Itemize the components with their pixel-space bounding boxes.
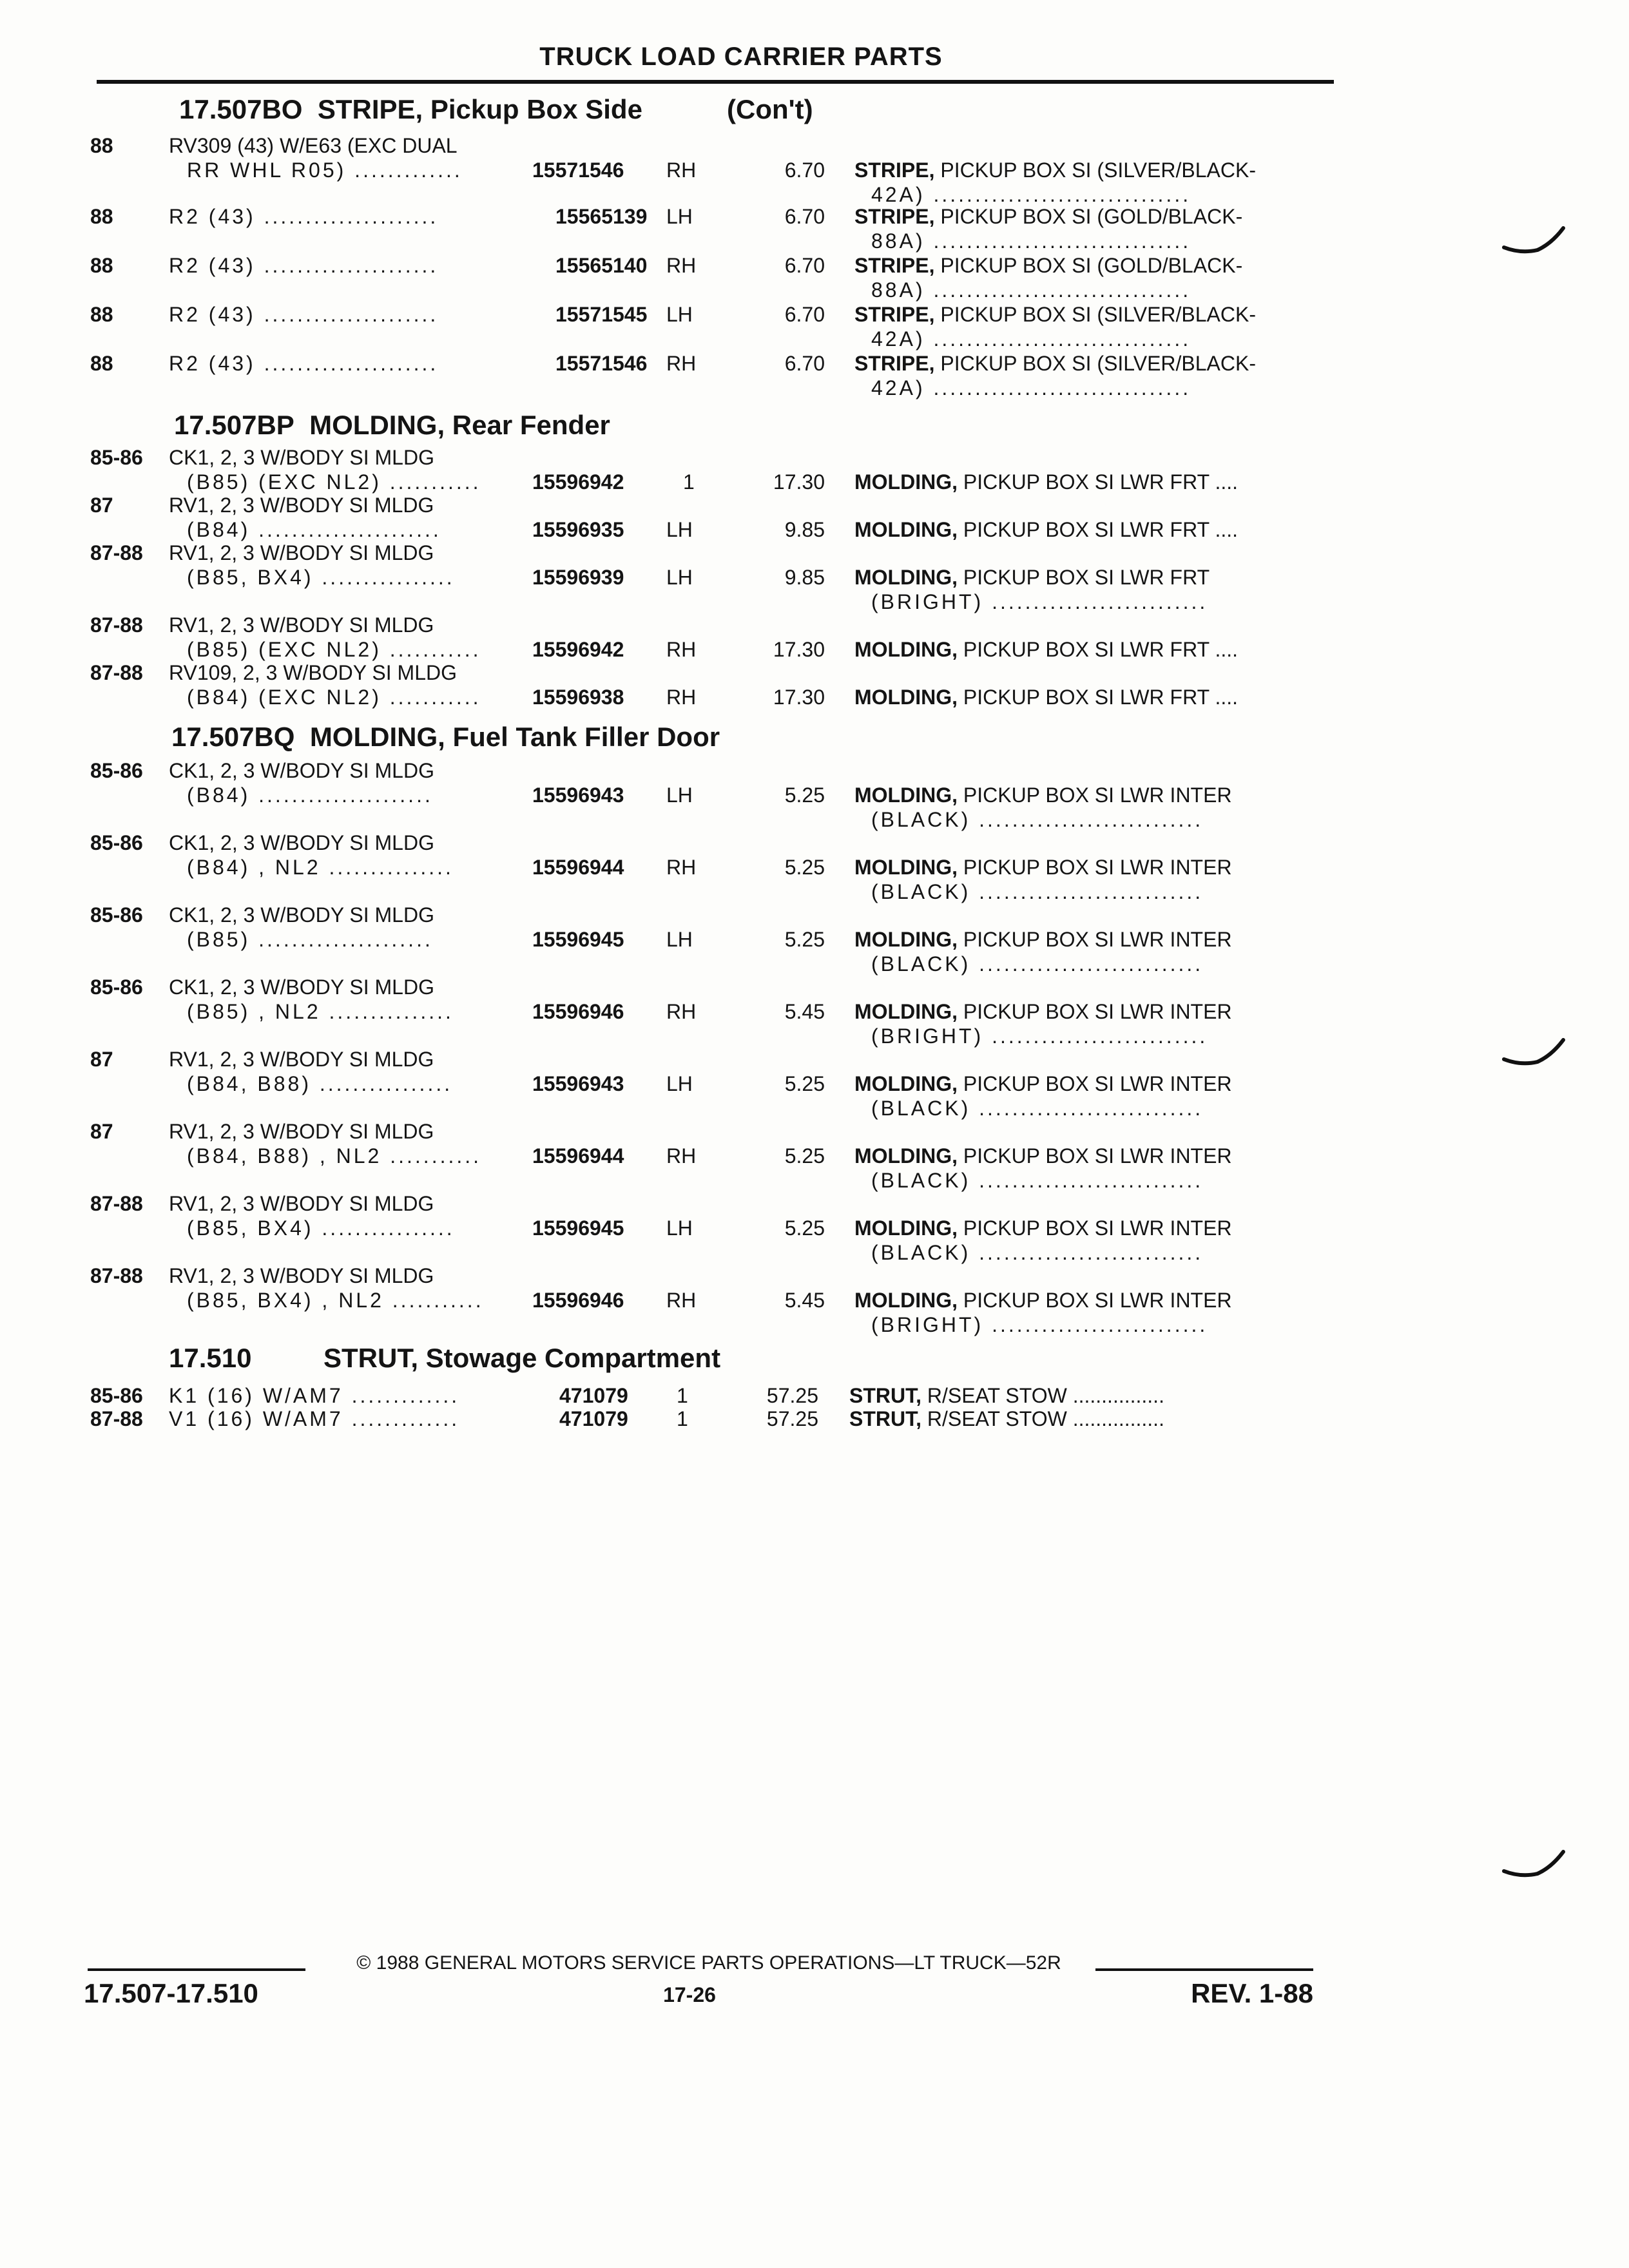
part-number: 15596945 bbox=[532, 928, 624, 951]
part-name bbox=[854, 470, 1318, 494]
price: 5.25 bbox=[784, 928, 825, 951]
part-name bbox=[854, 159, 1318, 182]
section-heading bbox=[179, 94, 813, 125]
part-name bbox=[854, 205, 1318, 229]
part-number: 15596938 bbox=[532, 686, 624, 709]
price: 9.85 bbox=[784, 518, 825, 541]
list-item bbox=[0, 1048, 1629, 1120]
section-number: 17.507BO bbox=[179, 94, 303, 124]
section-range: 17.507-17.510 bbox=[84, 1978, 258, 2008]
part-name-rest: PICKUP BOX SI LWR FRT .... bbox=[957, 686, 1239, 709]
application-line-2: (B85, BX4) ................ bbox=[187, 1216, 455, 1240]
part-name-line-2: (BLACK) ........................... bbox=[871, 1241, 1204, 1264]
side-qty: RH bbox=[666, 159, 697, 182]
list-item bbox=[0, 759, 1629, 831]
side-qty: LH bbox=[666, 1072, 693, 1095]
application-line-2: (B85) ..................... bbox=[187, 928, 433, 951]
application-line-2: (B85) (EXC NL2) ........... bbox=[187, 638, 481, 661]
application-line-1: CK1, 2, 3 W/BODY SI MLDG bbox=[169, 903, 434, 927]
side-qty: RH bbox=[666, 638, 697, 661]
checkmark-icon bbox=[1501, 1849, 1566, 1888]
part-number: 15596942 bbox=[532, 638, 624, 661]
section-number: 17.507BQ bbox=[171, 722, 295, 752]
price: 5.45 bbox=[784, 1289, 825, 1312]
price: 6.70 bbox=[784, 303, 825, 326]
model-year: 85-86 bbox=[90, 831, 143, 854]
part-name-keyword: MOLDING, bbox=[854, 928, 958, 951]
part-number: 15565140 bbox=[555, 254, 648, 277]
list-item bbox=[0, 494, 1629, 543]
part-name-line-2: (BRIGHT) .......................... bbox=[871, 1313, 1208, 1336]
page-number: 17-26 bbox=[663, 1983, 716, 2006]
part-name bbox=[854, 1216, 1318, 1240]
part-number: 15596943 bbox=[532, 783, 624, 807]
part-name bbox=[854, 1144, 1318, 1168]
list-item bbox=[0, 446, 1629, 495]
application-line-1: K1 (16) W/AM7 ............. bbox=[169, 1384, 460, 1407]
part-name-line-2: 42A) ............................... bbox=[871, 327, 1191, 351]
part-name-keyword: MOLDING, bbox=[854, 1289, 958, 1312]
part-number: 15571545 bbox=[555, 303, 648, 326]
part-number: 15596945 bbox=[532, 1216, 624, 1240]
application-line-1: RV109, 2, 3 W/BODY SI MLDG bbox=[169, 661, 457, 684]
part-name bbox=[854, 856, 1318, 879]
side-qty: LH bbox=[666, 783, 693, 807]
application-line-1: CK1, 2, 3 W/BODY SI MLDG bbox=[169, 759, 434, 782]
part-name bbox=[849, 1384, 1313, 1408]
part-name-rest: PICKUP BOX SI LWR FRT .... bbox=[957, 470, 1239, 494]
side-qty: LH bbox=[666, 518, 693, 541]
part-number: 15596946 bbox=[532, 1000, 624, 1023]
application-line-1: V1 (16) W/AM7 ............. bbox=[169, 1407, 460, 1430]
side-qty: RH bbox=[666, 254, 697, 277]
list-item bbox=[0, 1264, 1629, 1336]
part-name-rest: PICKUP BOX SI LWR INTER bbox=[957, 1000, 1232, 1023]
part-number: 15596943 bbox=[532, 1072, 624, 1095]
part-name-rest: PICKUP BOX SI LWR FRT .... bbox=[957, 638, 1239, 661]
part-name bbox=[854, 566, 1318, 590]
page-title: TRUCK LOAD CARRIER PARTS bbox=[539, 43, 943, 71]
price: 57.25 bbox=[766, 1407, 818, 1430]
part-number: 15565139 bbox=[555, 205, 648, 228]
application-line-1: R2 (43) ..................... bbox=[169, 254, 439, 277]
part-name-line-2: (BLACK) ........................... bbox=[871, 880, 1204, 903]
list-item bbox=[0, 831, 1629, 903]
side-qty: LH bbox=[666, 1216, 693, 1240]
part-name-rest: PICKUP BOX SI LWR INTER bbox=[957, 1289, 1232, 1312]
revision-label: REV. 1-88 bbox=[1191, 1978, 1313, 2008]
side-qty: RH bbox=[666, 352, 697, 375]
part-name-line-2: (BLACK) ........................... bbox=[871, 808, 1204, 831]
part-name bbox=[854, 518, 1318, 542]
price: 5.25 bbox=[784, 1072, 825, 1095]
side-qty: RH bbox=[666, 686, 697, 709]
part-name-keyword: MOLDING, bbox=[854, 470, 958, 494]
side-qty: 1 bbox=[677, 1407, 688, 1430]
application-line-1: RV1, 2, 3 W/BODY SI MLDG bbox=[169, 613, 434, 637]
side-qty: RH bbox=[666, 1144, 697, 1168]
header-rule bbox=[97, 80, 1334, 84]
part-name-keyword: STRUT, bbox=[849, 1407, 921, 1430]
part-name-rest: PICKUP BOX SI LWR INTER bbox=[957, 856, 1232, 879]
part-name-keyword: MOLDING, bbox=[854, 518, 958, 541]
section-title: STRIPE, Pickup Box Side bbox=[317, 94, 642, 124]
part-name bbox=[854, 686, 1318, 709]
part-name-line-2: (BRIGHT) .......................... bbox=[871, 1024, 1208, 1048]
list-item bbox=[0, 1407, 1629, 1432]
part-name-rest: PICKUP BOX SI LWR INTER bbox=[957, 928, 1232, 951]
model-year: 87 bbox=[90, 1048, 113, 1071]
list-item bbox=[0, 903, 1629, 975]
application-line-2: (B85, BX4) , NL2 ........... bbox=[187, 1289, 484, 1312]
list-item bbox=[0, 134, 1629, 206]
list-item bbox=[0, 1120, 1629, 1192]
side-qty: LH bbox=[666, 205, 693, 228]
part-name-line-2: (BLACK) ........................... bbox=[871, 952, 1204, 975]
model-year: 87-88 bbox=[90, 613, 143, 637]
part-number: 15596939 bbox=[532, 566, 624, 589]
section-title: MOLDING, Fuel Tank Filler Door bbox=[309, 722, 720, 752]
side-qty: RH bbox=[666, 1289, 697, 1312]
application-line-1: RV309 (43) W/E63 (EXC DUAL bbox=[169, 134, 458, 157]
list-item bbox=[0, 1192, 1629, 1264]
part-name-rest: PICKUP BOX SI LWR INTER bbox=[957, 783, 1232, 807]
part-name-rest: PICKUP BOX SI LWR INTER bbox=[957, 1144, 1232, 1168]
part-name bbox=[854, 254, 1318, 278]
application-line-1: R2 (43) ..................... bbox=[169, 352, 439, 375]
part-name bbox=[849, 1407, 1313, 1431]
part-name-line-2: (BLACK) ........................... bbox=[871, 1097, 1204, 1120]
part-number: 471079 bbox=[559, 1407, 628, 1430]
side-qty: LH bbox=[666, 566, 693, 589]
list-item bbox=[0, 1384, 1629, 1408]
part-number: 15596935 bbox=[532, 518, 624, 541]
application-line-1: RV1, 2, 3 W/BODY SI MLDG bbox=[169, 1264, 434, 1287]
price: 6.70 bbox=[784, 159, 825, 182]
part-name-rest: PICKUP BOX SI (GOLD/BLACK- bbox=[934, 205, 1243, 228]
part-name-line-2: (BRIGHT) .......................... bbox=[871, 590, 1208, 613]
part-number: 15596942 bbox=[532, 470, 624, 494]
application-line-1: CK1, 2, 3 W/BODY SI MLDG bbox=[169, 831, 434, 854]
section-heading bbox=[169, 1343, 720, 1374]
side-qty: LH bbox=[666, 928, 693, 951]
application-line-1: RV1, 2, 3 W/BODY SI MLDG bbox=[169, 494, 434, 517]
part-name bbox=[854, 303, 1318, 327]
part-name-keyword: MOLDING, bbox=[854, 856, 958, 879]
part-name-rest: PICKUP BOX SI (SILVER/BLACK- bbox=[934, 159, 1256, 182]
part-name-keyword: STRUT, bbox=[849, 1384, 921, 1407]
list-item bbox=[0, 303, 1629, 352]
model-year: 85-86 bbox=[90, 1384, 143, 1407]
model-year: 87-88 bbox=[90, 541, 143, 564]
application-line-1: CK1, 2, 3 W/BODY SI MLDG bbox=[169, 975, 434, 999]
application-line-2: (B84, B88) , NL2 ........... bbox=[187, 1144, 482, 1168]
list-item bbox=[0, 205, 1629, 254]
part-name-rest: R/SEAT STOW ................ bbox=[921, 1407, 1164, 1430]
model-year: 85-86 bbox=[90, 446, 143, 469]
application-line-1: RV1, 2, 3 W/BODY SI MLDG bbox=[169, 1120, 434, 1143]
side-qty: 1 bbox=[683, 470, 695, 494]
model-year: 87-88 bbox=[90, 1264, 143, 1287]
part-name-rest: PICKUP BOX SI (GOLD/BLACK- bbox=[934, 254, 1243, 277]
part-name bbox=[854, 1072, 1318, 1096]
part-name-keyword: STRIPE, bbox=[854, 205, 935, 228]
price: 6.70 bbox=[784, 352, 825, 375]
checkmark-icon bbox=[1501, 1037, 1566, 1076]
part-name-keyword: MOLDING, bbox=[854, 1000, 958, 1023]
section-title: MOLDING, Rear Fender bbox=[309, 410, 610, 440]
part-name-rest: PICKUP BOX SI LWR FRT bbox=[957, 566, 1210, 589]
application-line-2: (B84) , NL2 ............... bbox=[187, 856, 454, 879]
part-name-keyword: MOLDING, bbox=[854, 1072, 958, 1095]
part-name-rest: PICKUP BOX SI (SILVER/BLACK- bbox=[934, 352, 1256, 375]
model-year: 85-86 bbox=[90, 975, 143, 999]
part-name-line-2: 88A) ............................... bbox=[871, 229, 1191, 253]
model-year: 87 bbox=[90, 494, 113, 517]
model-year: 87-88 bbox=[90, 1192, 143, 1215]
part-number: 15596946 bbox=[532, 1289, 624, 1312]
checkmark-icon bbox=[1501, 226, 1566, 264]
section-title: STRUT, Stowage Compartment bbox=[323, 1343, 721, 1373]
part-name-keyword: MOLDING, bbox=[854, 566, 958, 589]
part-name-rest: PICKUP BOX SI LWR FRT .... bbox=[957, 518, 1239, 541]
part-name bbox=[854, 783, 1318, 807]
part-name-rest: PICKUP BOX SI (SILVER/BLACK- bbox=[934, 303, 1256, 326]
section-heading bbox=[174, 410, 610, 441]
price: 17.30 bbox=[773, 686, 825, 709]
price: 5.25 bbox=[784, 783, 825, 807]
part-name-keyword: MOLDING, bbox=[854, 1144, 958, 1168]
part-name-keyword: MOLDING, bbox=[854, 783, 958, 807]
model-year: 87-88 bbox=[90, 661, 143, 684]
price: 5.25 bbox=[784, 856, 825, 879]
part-number: 15571546 bbox=[555, 352, 648, 375]
part-name-keyword: MOLDING, bbox=[854, 638, 958, 661]
model-year: 88 bbox=[90, 254, 113, 277]
part-number: 15596944 bbox=[532, 856, 624, 879]
list-item bbox=[0, 661, 1629, 710]
model-year: 88 bbox=[90, 303, 113, 326]
section-heading bbox=[171, 722, 720, 753]
part-number: 471079 bbox=[559, 1384, 628, 1407]
model-year: 85-86 bbox=[90, 759, 143, 782]
price: 17.30 bbox=[773, 638, 825, 661]
application-line-2: RR WHL R05) ............. bbox=[187, 159, 463, 182]
part-name-rest: PICKUP BOX SI LWR INTER bbox=[957, 1072, 1232, 1095]
price: 6.70 bbox=[784, 254, 825, 277]
model-year: 85-86 bbox=[90, 903, 143, 927]
part-name bbox=[854, 1000, 1318, 1024]
price: 9.85 bbox=[784, 566, 825, 589]
price: 5.25 bbox=[784, 1144, 825, 1168]
part-name-keyword: STRIPE, bbox=[854, 352, 935, 375]
section-number: 17.507BP bbox=[174, 410, 294, 440]
price: 5.25 bbox=[784, 1216, 825, 1240]
list-item bbox=[0, 975, 1629, 1048]
part-name bbox=[854, 352, 1318, 376]
model-year: 87 bbox=[90, 1120, 113, 1143]
part-name-keyword: STRIPE, bbox=[854, 159, 935, 182]
list-item bbox=[0, 352, 1629, 401]
side-qty: RH bbox=[666, 856, 697, 879]
application-line-1: RV1, 2, 3 W/BODY SI MLDG bbox=[169, 541, 434, 564]
part-number: 15571546 bbox=[532, 159, 624, 182]
list-item bbox=[0, 254, 1629, 303]
application-line-1: RV1, 2, 3 W/BODY SI MLDG bbox=[169, 1048, 434, 1071]
part-name-rest: PICKUP BOX SI LWR INTER bbox=[957, 1216, 1232, 1240]
footer-rule-left bbox=[88, 1968, 305, 1971]
application-line-2: (B84) ..................... bbox=[187, 783, 433, 807]
part-number: 15596944 bbox=[532, 1144, 624, 1168]
application-line-2: (B84) ...................... bbox=[187, 518, 441, 541]
price: 5.45 bbox=[784, 1000, 825, 1023]
price: 6.70 bbox=[784, 205, 825, 228]
application-line-2: (B84) (EXC NL2) ........... bbox=[187, 686, 481, 709]
side-qty: LH bbox=[666, 303, 693, 326]
list-item bbox=[0, 541, 1629, 613]
list-item bbox=[0, 613, 1629, 662]
part-name-keyword: STRIPE, bbox=[854, 254, 935, 277]
model-year: 88 bbox=[90, 205, 113, 228]
part-name-keyword: STRIPE, bbox=[854, 303, 935, 326]
side-qty: RH bbox=[666, 1000, 697, 1023]
section-number: 17.510 bbox=[169, 1343, 252, 1373]
model-year: 87-88 bbox=[90, 1407, 143, 1430]
application-line-2: (B85) (EXC NL2) ........... bbox=[187, 470, 481, 494]
part-name-line-2: 42A) ............................... bbox=[871, 183, 1191, 206]
part-name-line-2: 42A) ............................... bbox=[871, 376, 1191, 399]
footer-rule-right bbox=[1095, 1968, 1313, 1971]
part-name bbox=[854, 638, 1318, 662]
application-line-2: (B85, BX4) ................ bbox=[187, 566, 455, 589]
part-name-line-2: 88A) ............................... bbox=[871, 278, 1191, 302]
price: 17.30 bbox=[773, 470, 825, 494]
application-line-2: (B85) , NL2 ............... bbox=[187, 1000, 454, 1023]
part-name bbox=[854, 1289, 1318, 1312]
side-qty: 1 bbox=[677, 1384, 688, 1407]
application-line-1: RV1, 2, 3 W/BODY SI MLDG bbox=[169, 1192, 434, 1215]
model-year: 88 bbox=[90, 352, 113, 375]
application-line-1: R2 (43) ..................... bbox=[169, 303, 439, 326]
application-line-1: R2 (43) ..................... bbox=[169, 205, 439, 228]
copyright-notice: © 1988 GENERAL MOTORS SERVICE PARTS OPERATIONS—LT TRUCK—52R bbox=[356, 1952, 1061, 1974]
part-name bbox=[854, 928, 1318, 952]
model-year: 88 bbox=[90, 134, 113, 157]
continued-label: (Con't) bbox=[727, 94, 813, 124]
part-name-line-2: (BLACK) ........................... bbox=[871, 1169, 1204, 1192]
price: 57.25 bbox=[766, 1384, 818, 1407]
application-line-1: CK1, 2, 3 W/BODY SI MLDG bbox=[169, 446, 434, 469]
application-line-2: (B84, B88) ................ bbox=[187, 1072, 453, 1095]
part-name-rest: R/SEAT STOW ................ bbox=[921, 1384, 1164, 1407]
part-name-keyword: MOLDING, bbox=[854, 686, 958, 709]
part-name-keyword: MOLDING, bbox=[854, 1216, 958, 1240]
